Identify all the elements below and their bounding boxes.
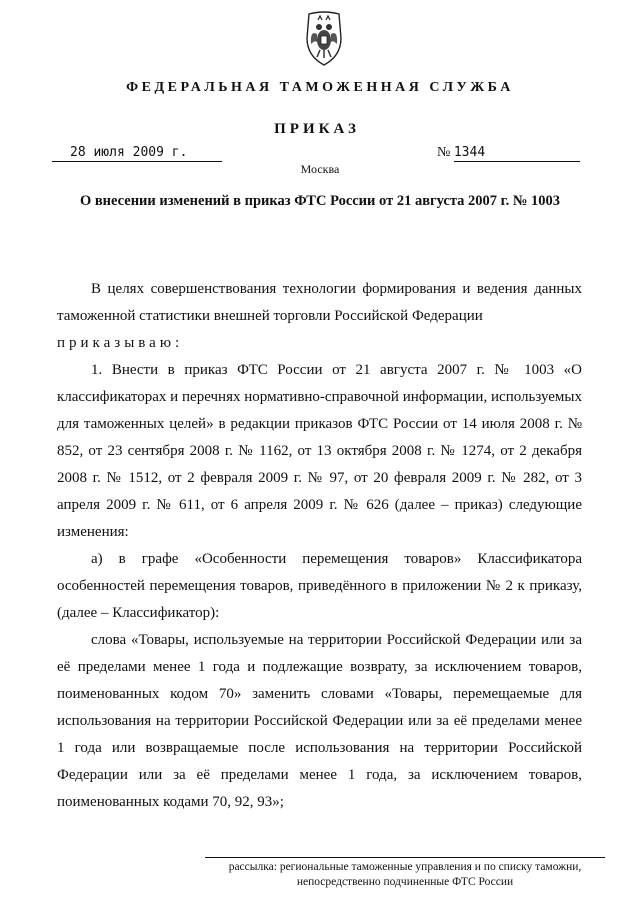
order-number-label: № (437, 145, 451, 160)
order-number-field (437, 144, 585, 162)
item-1a-text-paragraph: слова «Товары, используемые на территории Российской Федерации или за её пределами менее 1 года и подлежащие возврату, за исключением товаров, поименованных кодом 70» заменить словами «Товары, перемещаемые для использования на территории Российской Федерации или за её пределами менее 1 года или возвращаемые после использования на территории Российской Федерации или за её пределами менее 1 года, за исключением товаров, поименованных кодами 70, 92, 93»; (57, 632, 582, 810)
orders-word: приказываю: (57, 335, 184, 351)
order-body (57, 276, 582, 816)
order-date: 28 июля 2009 г. (52, 144, 222, 162)
order-subject: О внесении изменений в приказ ФТС России от 21 августа 2007 г. № 1003 (79, 193, 561, 209)
coat-of-arms-emblem (301, 10, 347, 68)
intro-paragraph: В целях совершенствования технологии формирования и ведения данных таможенной статистики внешней торговли Российской Федерации (57, 281, 582, 324)
city: Москва (300, 162, 340, 176)
agency-name: ФЕДЕРАЛЬНАЯ ТАМОЖЕННАЯ СЛУЖБА (126, 80, 514, 95)
order-title: ПРИКАЗ (274, 121, 360, 137)
item-1-paragraph: 1. Внести в приказ ФТС России от 21 августа 2007 г. № 1003 «О классификаторах и перечнях нормативно-справочной информации, используемых для таможенных целей» в редакции приказов ФТС России от 14 июля 2008 г. № 852, от 23 сентября 2008 г. № 1162, от 13 октября 2008 г. № 1274, от 2 декабря 2008 г. № 1512, от 2 февраля 2009 г. № 97, от 20 февраля 2009 г. № 282, от 3 апреля 2009 г. № 611, от 6 апреля 2009 г. № 626 (далее – приказ) следующие изменения: (57, 362, 582, 540)
distribution-footnote (205, 857, 605, 890)
item-1a-paragraph: а) в графе «Особенности перемещения товаров» Классификатора особенностей перемещения товаров, приведённого в приложении № 2 к приказу, (далее – Классификатор): (57, 551, 582, 621)
order-number: 1344 (454, 144, 580, 162)
footnote-line-1: рассылка: региональные таможенные управления и по списку таможни, (228, 861, 582, 873)
footnote-line-2: непосредственно подчиненные ФТС России (296, 876, 514, 888)
